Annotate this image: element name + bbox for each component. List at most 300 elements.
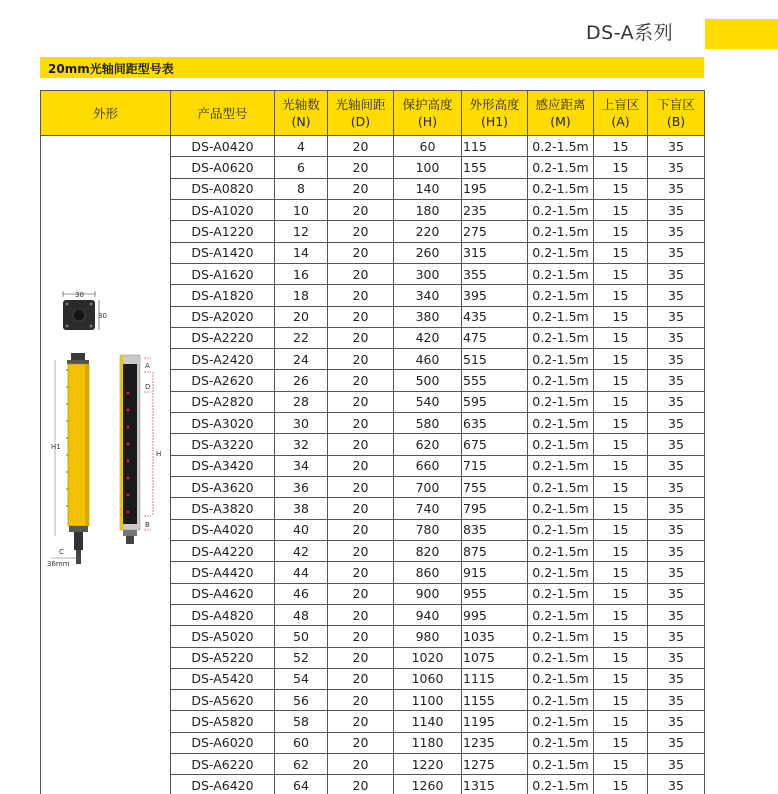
col-header-top-blind [594, 91, 648, 136]
cell-top-blind: 15 [594, 519, 648, 540]
cell-outer-height: 355 [462, 263, 528, 284]
cell-axis-count: 44 [275, 562, 328, 583]
cell-top-blind: 15 [594, 647, 648, 668]
cell-top-blind: 15 [594, 349, 648, 370]
cell-outer-height: 835 [462, 519, 528, 540]
cell-axis-count: 28 [275, 391, 328, 412]
cell-protect-height: 700 [394, 477, 462, 498]
cell-axis-spacing: 20 [328, 498, 394, 519]
cell-model: DS-A4820 [171, 604, 275, 625]
col-header-sense-distance [528, 91, 594, 136]
cell-axis-count: 38 [275, 498, 328, 519]
cell-outer-height: 1315 [462, 775, 528, 794]
col-header-axis-count [275, 91, 328, 136]
col-header-label: 产品型号 [197, 105, 248, 121]
col-header-axis-spacing [328, 91, 394, 136]
cell-axis-spacing: 20 [328, 306, 394, 327]
cell-protect-height: 620 [394, 434, 462, 455]
cell-axis-spacing: 20 [328, 540, 394, 561]
cell-top-blind: 15 [594, 221, 648, 242]
cell-protect-height: 180 [394, 199, 462, 220]
cell-outer-height: 1235 [462, 732, 528, 753]
cell-model: DS-A2820 [171, 391, 275, 412]
cell-top-blind: 15 [594, 477, 648, 498]
cell-protect-height: 500 [394, 370, 462, 391]
led-dot [127, 426, 130, 429]
cell-sense-distance: 0.2-1.5m [528, 540, 594, 561]
cell-protect-height: 60 [394, 136, 462, 157]
cell-axis-count: 64 [275, 775, 328, 794]
cell-outer-height: 795 [462, 498, 528, 519]
svg-text:30: 30 [98, 312, 107, 320]
cell-sense-distance: 0.2-1.5m [528, 775, 594, 794]
emitter-dot [66, 437, 68, 439]
cell-bottom-blind: 35 [648, 413, 705, 434]
cell-top-blind: 15 [594, 604, 648, 625]
cell-bottom-blind: 35 [648, 136, 705, 157]
col-header-label: 光轴间距 [335, 97, 386, 112]
cell-model: DS-A6420 [171, 775, 275, 794]
cell-axis-spacing: 20 [328, 327, 394, 348]
cell-axis-count: 4 [275, 136, 328, 157]
cell-top-blind: 15 [594, 306, 648, 327]
cell-protect-height: 540 [394, 391, 462, 412]
emitter-dot [66, 420, 68, 422]
led-dot [127, 477, 130, 480]
cell-sense-distance: 0.2-1.5m [528, 732, 594, 753]
cell-bottom-blind: 35 [648, 626, 705, 647]
cell-protect-height: 1020 [394, 647, 462, 668]
cell-axis-count: 26 [275, 370, 328, 391]
series-title: DS-A系列 [586, 22, 674, 44]
cell-axis-spacing: 20 [328, 263, 394, 284]
cell-axis-spacing: 20 [328, 583, 394, 604]
led-dot [127, 511, 130, 514]
emitter-dot [66, 454, 68, 456]
cell-bottom-blind: 35 [648, 370, 705, 391]
cell-top-blind: 15 [594, 434, 648, 455]
cell-outer-height: 595 [462, 391, 528, 412]
cell-sense-distance: 0.2-1.5m [528, 263, 594, 284]
cell-bottom-blind: 35 [648, 391, 705, 412]
cell-top-blind: 15 [594, 498, 648, 519]
cell-axis-count: 18 [275, 285, 328, 306]
cell-axis-count: 42 [275, 540, 328, 561]
cell-model: DS-A5220 [171, 647, 275, 668]
table-subtitle: 20mm光轴间距型号表 [48, 62, 174, 76]
cell-axis-count: 48 [275, 604, 328, 625]
cell-axis-spacing: 20 [328, 136, 394, 157]
cell-protect-height: 100 [394, 157, 462, 178]
cell-axis-count: 8 [275, 178, 328, 199]
cell-protect-height: 1180 [394, 732, 462, 753]
cell-outer-height: 1155 [462, 690, 528, 711]
svg-text:H: H [156, 450, 162, 458]
cell-protect-height: 580 [394, 413, 462, 434]
cell-protect-height: 660 [394, 455, 462, 476]
cell-protect-height: 140 [394, 178, 462, 199]
cell-sense-distance: 0.2-1.5m [528, 221, 594, 242]
cell-outer-height: 755 [462, 477, 528, 498]
cell-model: DS-A5620 [171, 690, 275, 711]
cell-bottom-blind: 35 [648, 285, 705, 306]
cell-protect-height: 860 [394, 562, 462, 583]
cell-bottom-blind: 35 [648, 583, 705, 604]
cell-bottom-blind: 35 [648, 242, 705, 263]
cell-axis-spacing: 20 [328, 434, 394, 455]
led-dot [127, 409, 130, 412]
cell-outer-height: 435 [462, 306, 528, 327]
col-header-outer-height [462, 91, 528, 136]
cell-protect-height: 1220 [394, 754, 462, 775]
cell-sense-distance: 0.2-1.5m [528, 178, 594, 199]
cell-protect-height: 1140 [394, 711, 462, 732]
cell-axis-count: 62 [275, 754, 328, 775]
cell-top-blind: 15 [594, 370, 648, 391]
cell-model: DS-A2220 [171, 327, 275, 348]
cell-protect-height: 980 [394, 626, 462, 647]
shape-figure-cell [41, 136, 171, 794]
cell-sense-distance: 0.2-1.5m [528, 242, 594, 263]
cell-axis-count: 6 [275, 157, 328, 178]
table-body [41, 136, 705, 794]
cell-outer-height: 315 [462, 242, 528, 263]
cell-sense-distance: 0.2-1.5m [528, 626, 594, 647]
svg-text:36mm: 36mm [47, 560, 70, 568]
cell-top-blind: 15 [594, 199, 648, 220]
cell-top-blind: 15 [594, 178, 648, 199]
cell-axis-spacing: 20 [328, 626, 394, 647]
cell-protect-height: 300 [394, 263, 462, 284]
cell-sense-distance: 0.2-1.5m [528, 413, 594, 434]
table-header-row [41, 91, 705, 136]
cell-sense-distance: 0.2-1.5m [528, 647, 594, 668]
col-header-unit: (M) [550, 114, 571, 129]
cell-axis-count: 32 [275, 434, 328, 455]
led-dot [127, 443, 130, 446]
cell-sense-distance: 0.2-1.5m [528, 434, 594, 455]
emitter-dot [66, 386, 68, 388]
cell-model: DS-A1020 [171, 199, 275, 220]
cell-axis-spacing: 20 [328, 562, 394, 583]
cell-outer-height: 675 [462, 434, 528, 455]
cell-axis-spacing: 20 [328, 157, 394, 178]
col-header-label: 外形 [92, 105, 118, 121]
cell-top-blind: 15 [594, 668, 648, 689]
cell-top-blind: 15 [594, 157, 648, 178]
svg-text:H1: H1 [51, 443, 61, 451]
cell-bottom-blind: 35 [648, 221, 705, 242]
cell-top-blind: 15 [594, 711, 648, 732]
cell-axis-spacing: 20 [328, 604, 394, 625]
cell-bottom-blind: 35 [648, 306, 705, 327]
cell-top-blind: 15 [594, 413, 648, 434]
cell-axis-spacing: 20 [328, 754, 394, 775]
cell-axis-count: 30 [275, 413, 328, 434]
cell-outer-height: 515 [462, 349, 528, 370]
cell-sense-distance: 0.2-1.5m [528, 498, 594, 519]
cell-protect-height: 820 [394, 540, 462, 561]
cell-bottom-blind: 35 [648, 540, 705, 561]
cell-top-blind: 15 [594, 754, 648, 775]
cell-sense-distance: 0.2-1.5m [528, 391, 594, 412]
col-header-unit: (N) [291, 114, 311, 129]
svg-text:A: A [145, 362, 150, 370]
led-dot [127, 494, 130, 497]
cell-protect-height: 1260 [394, 775, 462, 794]
cell-outer-height: 1195 [462, 711, 528, 732]
cell-axis-spacing: 20 [328, 178, 394, 199]
cell-axis-count: 10 [275, 199, 328, 220]
cell-protect-height: 780 [394, 519, 462, 540]
cell-axis-count: 56 [275, 690, 328, 711]
cell-sense-distance: 0.2-1.5m [528, 306, 594, 327]
top-view [63, 291, 107, 330]
cell-protect-height: 380 [394, 306, 462, 327]
col-header-bottom-blind [648, 91, 705, 136]
cell-sense-distance: 0.2-1.5m [528, 562, 594, 583]
cell-axis-spacing: 20 [328, 221, 394, 242]
col-header-label: 感应距离 [535, 97, 586, 112]
col-header-label: 上盲区 [601, 97, 640, 112]
cell-outer-height: 995 [462, 604, 528, 625]
cell-model: DS-A4020 [171, 519, 275, 540]
cell-bottom-blind: 35 [648, 754, 705, 775]
cell-protect-height: 220 [394, 221, 462, 242]
cell-protect-height: 460 [394, 349, 462, 370]
cell-outer-height: 955 [462, 583, 528, 604]
cell-model: DS-A4220 [171, 540, 275, 561]
cell-axis-count: 12 [275, 221, 328, 242]
cell-bottom-blind: 35 [648, 562, 705, 583]
cell-outer-height: 475 [462, 327, 528, 348]
cell-sense-distance: 0.2-1.5m [528, 136, 594, 157]
cell-model: DS-A0820 [171, 178, 275, 199]
cell-axis-spacing: 20 [328, 285, 394, 306]
cell-model: DS-A6020 [171, 732, 275, 753]
cell-outer-height: 1115 [462, 668, 528, 689]
cell-top-blind: 15 [594, 775, 648, 794]
cell-outer-height: 915 [462, 562, 528, 583]
cell-model: DS-A4420 [171, 562, 275, 583]
cell-sense-distance: 0.2-1.5m [528, 157, 594, 178]
cell-outer-height: 1275 [462, 754, 528, 775]
cell-axis-count: 24 [275, 349, 328, 370]
cell-model: DS-A2020 [171, 306, 275, 327]
col-header-model [171, 91, 275, 136]
cell-model: DS-A1620 [171, 263, 275, 284]
cell-model: DS-A5020 [171, 626, 275, 647]
cell-top-blind: 15 [594, 455, 648, 476]
side-view [120, 355, 161, 544]
cell-outer-height: 115 [462, 136, 528, 157]
cell-axis-count: 34 [275, 455, 328, 476]
cell-sense-distance: 0.2-1.5m [528, 477, 594, 498]
cell-axis-spacing: 20 [328, 690, 394, 711]
cell-bottom-blind: 35 [648, 178, 705, 199]
table-row [41, 136, 705, 157]
cell-model: DS-A0620 [171, 157, 275, 178]
emitter-dot [66, 488, 68, 490]
cell-protect-height: 1100 [394, 690, 462, 711]
cell-axis-count: 16 [275, 263, 328, 284]
cell-protect-height: 940 [394, 604, 462, 625]
cell-top-blind: 15 [594, 732, 648, 753]
spec-table [40, 90, 705, 794]
cell-sense-distance: 0.2-1.5m [528, 455, 594, 476]
cell-outer-height: 635 [462, 413, 528, 434]
svg-text:C: C [59, 548, 64, 556]
cell-outer-height: 715 [462, 455, 528, 476]
cell-axis-spacing: 20 [328, 455, 394, 476]
cell-protect-height: 900 [394, 583, 462, 604]
cell-axis-count: 40 [275, 519, 328, 540]
cell-model: DS-A0420 [171, 136, 275, 157]
cell-axis-spacing: 20 [328, 349, 394, 370]
cell-protect-height: 1060 [394, 668, 462, 689]
col-header-label: 光轴数 [282, 97, 320, 112]
cell-top-blind: 15 [594, 263, 648, 284]
cell-axis-spacing: 20 [328, 242, 394, 263]
cell-axis-spacing: 20 [328, 413, 394, 434]
cell-sense-distance: 0.2-1.5m [528, 349, 594, 370]
svg-text:B: B [145, 521, 150, 529]
cell-model: DS-A6220 [171, 754, 275, 775]
cell-sense-distance: 0.2-1.5m [528, 327, 594, 348]
cell-sense-distance: 0.2-1.5m [528, 583, 594, 604]
cell-top-blind: 15 [594, 242, 648, 263]
cell-protect-height: 340 [394, 285, 462, 306]
col-header-unit: (H) [417, 114, 438, 129]
cell-outer-height: 275 [462, 221, 528, 242]
cell-bottom-blind: 35 [648, 263, 705, 284]
cell-outer-height: 875 [462, 540, 528, 561]
cell-top-blind: 15 [594, 327, 648, 348]
cell-bottom-blind: 35 [648, 199, 705, 220]
led-dot [127, 460, 130, 463]
cell-outer-height: 555 [462, 370, 528, 391]
cell-sense-distance: 0.2-1.5m [528, 604, 594, 625]
col-header-label: 外形高度 [469, 97, 520, 112]
cell-sense-distance: 0.2-1.5m [528, 285, 594, 306]
col-header-unit: (B) [666, 114, 686, 129]
cell-top-blind: 15 [594, 391, 648, 412]
cell-model: DS-A1420 [171, 242, 275, 263]
cell-sense-distance: 0.2-1.5m [528, 519, 594, 540]
cell-protect-height: 260 [394, 242, 462, 263]
cell-bottom-blind: 35 [648, 711, 705, 732]
cell-bottom-blind: 35 [648, 519, 705, 540]
cell-axis-spacing: 20 [328, 519, 394, 540]
cell-bottom-blind: 35 [648, 732, 705, 753]
cell-axis-spacing: 20 [328, 732, 394, 753]
cell-bottom-blind: 35 [648, 349, 705, 370]
cell-top-blind: 15 [594, 540, 648, 561]
cell-axis-spacing: 20 [328, 370, 394, 391]
cell-bottom-blind: 35 [648, 157, 705, 178]
cell-axis-count: 54 [275, 668, 328, 689]
cell-outer-height: 155 [462, 157, 528, 178]
cell-axis-count: 52 [275, 647, 328, 668]
front-view [47, 353, 89, 568]
led-dot [127, 392, 130, 395]
cell-axis-spacing: 20 [328, 668, 394, 689]
cell-outer-height: 235 [462, 199, 528, 220]
cell-top-blind: 15 [594, 583, 648, 604]
cell-bottom-blind: 35 [648, 498, 705, 519]
cell-outer-height: 395 [462, 285, 528, 306]
cell-bottom-blind: 35 [648, 455, 705, 476]
svg-text:30: 30 [75, 291, 84, 299]
cell-axis-spacing: 20 [328, 199, 394, 220]
cell-bottom-blind: 35 [648, 690, 705, 711]
cell-axis-count: 20 [275, 306, 328, 327]
sensor-outline-drawing [41, 136, 169, 794]
cell-axis-spacing: 20 [328, 391, 394, 412]
cell-model: DS-A2620 [171, 370, 275, 391]
cell-model: DS-A4620 [171, 583, 275, 604]
series-accent-block [705, 19, 778, 49]
col-header-label: 下盲区 [657, 97, 695, 112]
cell-sense-distance: 0.2-1.5m [528, 199, 594, 220]
cell-protect-height: 420 [394, 327, 462, 348]
cell-model: DS-A3620 [171, 477, 275, 498]
subtitle-bar [40, 57, 704, 78]
cell-axis-spacing: 20 [328, 477, 394, 498]
col-header-label: 保护高度 [402, 97, 453, 112]
cell-model: DS-A1820 [171, 285, 275, 306]
cell-axis-count: 22 [275, 327, 328, 348]
cell-top-blind: 15 [594, 626, 648, 647]
cell-outer-height: 195 [462, 178, 528, 199]
cell-model: DS-A3420 [171, 455, 275, 476]
cell-sense-distance: 0.2-1.5m [528, 711, 594, 732]
cell-outer-height: 1075 [462, 647, 528, 668]
cell-bottom-blind: 35 [648, 775, 705, 794]
cell-axis-count: 46 [275, 583, 328, 604]
cell-top-blind: 15 [594, 285, 648, 306]
emitter-dot [66, 505, 68, 507]
emitter-dot [66, 471, 68, 473]
cell-bottom-blind: 35 [648, 327, 705, 348]
cell-protect-height: 740 [394, 498, 462, 519]
col-header-protect-height [394, 91, 462, 136]
cell-model: DS-A1220 [171, 221, 275, 242]
col-header-unit: (A) [611, 114, 630, 129]
cell-bottom-blind: 35 [648, 434, 705, 455]
cell-axis-spacing: 20 [328, 775, 394, 794]
cell-axis-count: 14 [275, 242, 328, 263]
emitter-dot [66, 403, 68, 405]
cell-sense-distance: 0.2-1.5m [528, 690, 594, 711]
cell-sense-distance: 0.2-1.5m [528, 668, 594, 689]
cell-bottom-blind: 35 [648, 668, 705, 689]
cell-axis-count: 50 [275, 626, 328, 647]
cell-bottom-blind: 35 [648, 477, 705, 498]
cell-axis-spacing: 20 [328, 647, 394, 668]
col-header-unit: (D) [350, 114, 371, 129]
cell-model: DS-A5420 [171, 668, 275, 689]
cell-axis-count: 58 [275, 711, 328, 732]
cell-model: DS-A3820 [171, 498, 275, 519]
cell-top-blind: 15 [594, 136, 648, 157]
cell-sense-distance: 0.2-1.5m [528, 370, 594, 391]
col-header-shape [41, 91, 171, 136]
cell-bottom-blind: 35 [648, 647, 705, 668]
cell-model: DS-A5820 [171, 711, 275, 732]
col-header-unit: (H1) [480, 114, 509, 129]
cell-outer-height: 1035 [462, 626, 528, 647]
